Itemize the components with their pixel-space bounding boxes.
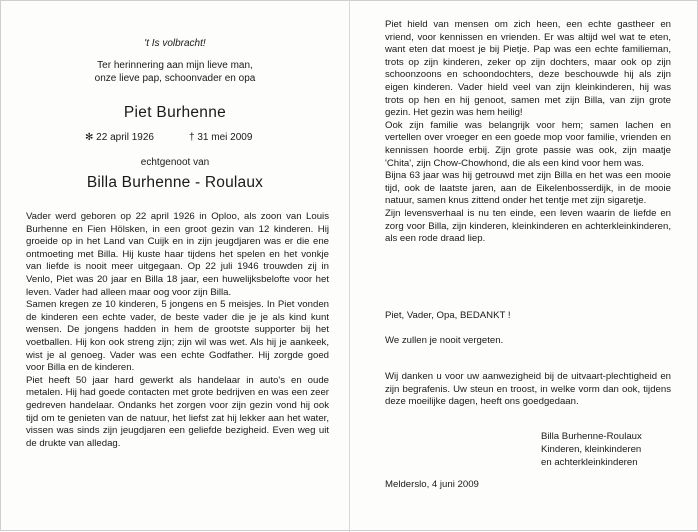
signature-line-1: Billa Burhenne-Roulaux: [541, 431, 642, 442]
paragraph: Piet hield van mensen om zich heen, een echte gastheer en vriend, voor kennissen en vrienden. Er was altijd wel wat te eten, want eten dat moest je bij Pietje. Pap was een echte familieman, trots op zijn kinderen, zeker op zijn dochters, maar ook op zijn schoonzoons en schoondochters, deze beschouwde hij als zijn eigen kinderen. Vader hield veel van zijn kleinkinderen, hij was trots op hen en hij genoot, samen met zijn Billa, van zijn grote gezin. Het gezin was hem heilig!: [385, 19, 671, 119]
signature-line-2: Kinderen, kleinkinderen: [541, 443, 642, 455]
memorial-line-1: Ter herinnering aan mijn lieve man,: [97, 60, 253, 71]
death-cross-icon: †: [189, 132, 195, 143]
deceased-name: Piet Burhenne: [123, 104, 227, 121]
right-page: [350, 1, 698, 532]
spouse-intro: echtgenoot van: [140, 157, 210, 168]
signature: [541, 431, 681, 469]
paragraph: Samen kregen ze 10 kinderen, 5 jongens en 5 meisjes. In Piet vonden de kinderen een echte vader, de beste vader die je je als kind kunt wensen. De jongens hadden in hem de grootste supporter bij het voetballen. Hij kon ook streng zijn; zijn wil was wet. Als hij je aankeek, wist je al genoeg. Vader was een echte Godfather. Hij zorgde goed voor Billa en de kinderen.: [26, 299, 329, 374]
thanks-block: [385, 371, 671, 409]
life-story-left: [26, 211, 329, 450]
death-date: † 31 mei 2009: [189, 132, 253, 143]
paragraph: Vader werd geboren op 22 april 1926 in Oploo, als zoon van Louis Burhenne en Fien Hölsken, in een groot gezin van 12 kinderen. Hij groeide op in het Land van Cuijk en in zijn jeugdjaren was er die ene ontmoeting met Billa. Hij kuste haar tijdens het spelen en het vonkje van liefde is nooit meer uitgegaan. Op 22 juli 1946 trouwden zij in Venlo, Piet was 20 jaar en Billa 18 jaar, een huwelijksbelofte voor het leven. Vader had alleen maar oog voor zijn Billa.: [26, 211, 329, 298]
spouse-name: Billa Burhenne - Roulaux: [86, 174, 264, 191]
never-forget-line: We zullen je nooit vergeten.: [385, 335, 504, 346]
paragraph: Piet heeft 50 jaar hard gewerkt als handelaar in auto's en oude metalen. Hij had goede contacten met grote bedrijven en was een zeer gedreven handelaar. Ondanks het zorgen voor zijn gezin vond hij ook tijd om te genieten van de natuur, het liefst zat hij lekker aan het water, vissen was sinds zijn jeugdjaren een geliefde bezigheid. Even weg uit de drukte van alledag.: [26, 374, 329, 449]
place-date: Melderslo, 4 juni 2009: [385, 479, 479, 490]
memorial-text: [1, 59, 349, 85]
birth-star-icon: ✻: [85, 132, 94, 143]
paragraph: Zijn levensverhaal is nu ten einde, een leven waarin de liefde en zorg voor Billa, zijn kinderen, kleinkinderen en achterkleinkinderen, als een rode draad liep.: [385, 207, 671, 245]
motto: 't Is volbracht!: [144, 38, 206, 49]
birth-date: ✻ 22 april 1926: [85, 132, 154, 143]
thanks-text: Wij danken u voor uw aanwezigheid bij de uitvaart-plechtigheid en zijn begrafenis. Uw steun en troost, in welke vorm dan ook, tijdens deze moeilijke dagen, heeft ons goedgedaan.: [385, 371, 671, 408]
life-story-right: [385, 19, 671, 246]
signature-line-3: en achterkleinkinderen: [541, 456, 638, 468]
left-page: [1, 1, 349, 532]
paragraph: Bijna 63 jaar was hij getrouwd met zijn Billa en het was een mooie tijd, ook de laatste jaren, aan de Eikelenbosserdijk, in de mooie natuur, samen knus zittend onder het tentje met zijn sigaretje.: [385, 170, 671, 207]
farewell-line: Piet, Vader, Opa, BEDANKT !: [385, 310, 511, 321]
memorial-line-2: onze lieve pap, schoonvader en opa: [94, 73, 256, 84]
paragraph: Ook zijn familie was belangrijk voor hem; samen lachen en vertellen over vroeger en een goede mop voor familie, vrienden en kennissen hoorde erbij. Zijn grote passie was ook, zijn maatje 'Chita', zijn Chow-Chowhond, die als een kind voor hem was.: [385, 119, 671, 169]
